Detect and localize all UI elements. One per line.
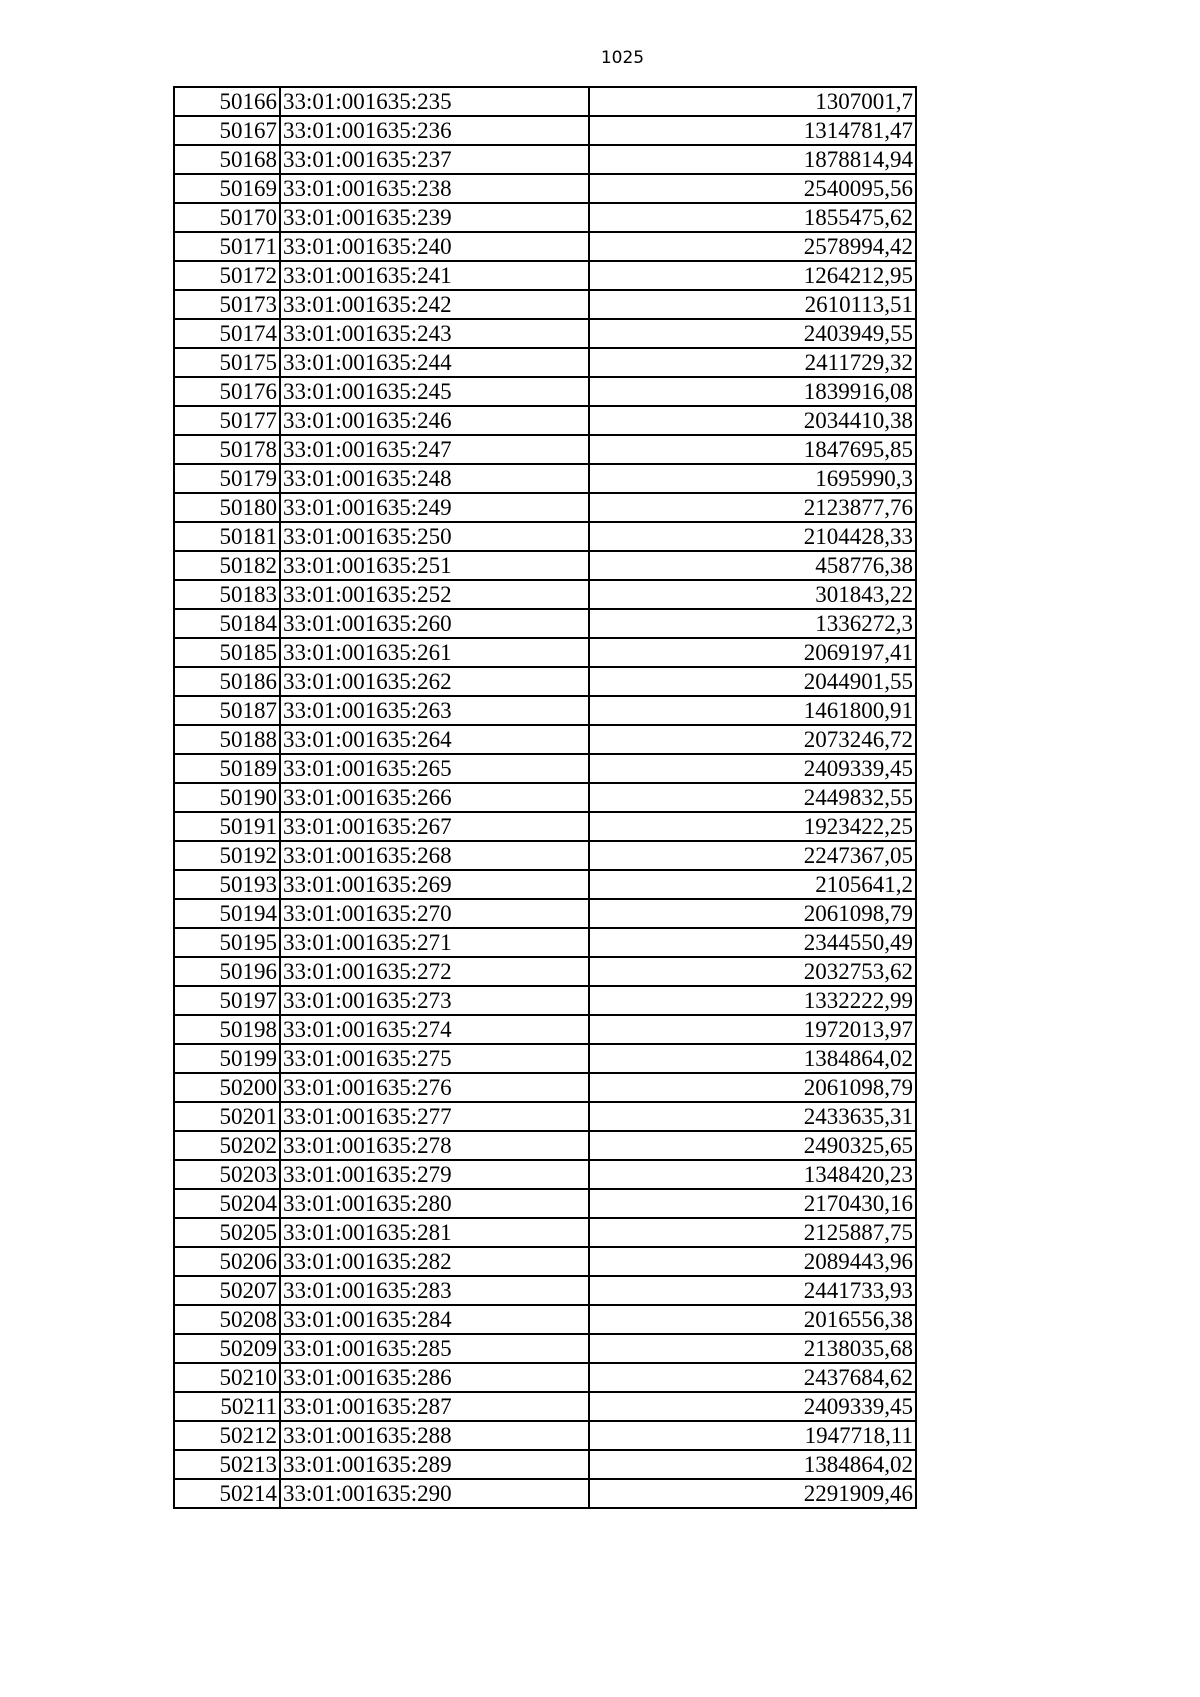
- cadastral-number-cell: 33:01:001635:284: [280, 1305, 589, 1334]
- table-row: [174, 203, 916, 232]
- table-row: [174, 1102, 916, 1131]
- cadastral-number-cell: 33:01:001635:286: [280, 1363, 589, 1392]
- table-row: [174, 1131, 916, 1160]
- table-row: [174, 319, 916, 348]
- table-row: [174, 406, 916, 435]
- table-row: [174, 638, 916, 667]
- row-number-cell: 50209: [174, 1334, 280, 1363]
- row-number-cell: 50180: [174, 493, 280, 522]
- cadastral-value-cell: 1332222,99: [589, 986, 916, 1015]
- row-number-cell: 50194: [174, 899, 280, 928]
- cadastral-number-cell: 33:01:001635:283: [280, 1276, 589, 1305]
- row-number-cell: 50202: [174, 1131, 280, 1160]
- row-number-cell: 50204: [174, 1189, 280, 1218]
- row-number-cell: 50211: [174, 1392, 280, 1421]
- row-number-cell: 50198: [174, 1015, 280, 1044]
- row-number-cell: 50177: [174, 406, 280, 435]
- row-number-cell: 50210: [174, 1363, 280, 1392]
- cadastral-value-cell: 2032753,62: [589, 957, 916, 986]
- table-row: [174, 1450, 916, 1479]
- row-number-cell: 50172: [174, 261, 280, 290]
- row-number-cell: 50206: [174, 1247, 280, 1276]
- table-row: [174, 667, 916, 696]
- row-number-cell: 50201: [174, 1102, 280, 1131]
- table-row: [174, 1073, 916, 1102]
- cadastral-number-cell: 33:01:001635:278: [280, 1131, 589, 1160]
- cadastral-number-cell: 33:01:001635:282: [280, 1247, 589, 1276]
- row-number-cell: 50182: [174, 551, 280, 580]
- row-number-cell: 50167: [174, 116, 280, 145]
- cadastral-value-cell: 1839916,08: [589, 377, 916, 406]
- cadastral-value-cell: 2490325,65: [589, 1131, 916, 1160]
- cadastral-value-cell: 1923422,25: [589, 812, 916, 841]
- cadastral-number-cell: 33:01:001635:262: [280, 667, 589, 696]
- table-row: [174, 1479, 916, 1508]
- cadastral-number-cell: 33:01:001635:273: [280, 986, 589, 1015]
- table-row: [174, 174, 916, 203]
- cadastral-value-cell: 2433635,31: [589, 1102, 916, 1131]
- table-row: [174, 493, 916, 522]
- cadastral-value-cell: 1855475,62: [589, 203, 916, 232]
- row-number-cell: 50181: [174, 522, 280, 551]
- row-number-cell: 50178: [174, 435, 280, 464]
- cadastral-value-cell: 2125887,75: [589, 1218, 916, 1247]
- row-number-cell: 50166: [174, 87, 280, 116]
- cadastral-value-cell: 2578994,42: [589, 232, 916, 261]
- cadastral-number-cell: 33:01:001635:285: [280, 1334, 589, 1363]
- row-number-cell: 50207: [174, 1276, 280, 1305]
- cadastral-value-cell: 2449832,55: [589, 783, 916, 812]
- cadastral-number-cell: 33:01:001635:241: [280, 261, 589, 290]
- cadastral-number-cell: 33:01:001635:237: [280, 145, 589, 174]
- row-number-cell: 50212: [174, 1421, 280, 1450]
- cadastral-value-cell: 2069197,41: [589, 638, 916, 667]
- table-row: [174, 1247, 916, 1276]
- cadastral-value-cell: 2540095,56: [589, 174, 916, 203]
- row-number-cell: 50203: [174, 1160, 280, 1189]
- cadastral-number-cell: 33:01:001635:279: [280, 1160, 589, 1189]
- row-number-cell: 50179: [174, 464, 280, 493]
- cadastral-value-cell: 1972013,97: [589, 1015, 916, 1044]
- row-number-cell: 50208: [174, 1305, 280, 1334]
- row-number-cell: 50190: [174, 783, 280, 812]
- cadastral-value-cell: 2437684,62: [589, 1363, 916, 1392]
- cadastral-number-cell: 33:01:001635:280: [280, 1189, 589, 1218]
- table-row: [174, 754, 916, 783]
- cadastral-value-cell: 2073246,72: [589, 725, 916, 754]
- table-row: [174, 812, 916, 841]
- table-row: [174, 986, 916, 1015]
- cadastral-number-cell: 33:01:001635:251: [280, 551, 589, 580]
- cadastral-value-cell: 2409339,45: [589, 754, 916, 783]
- cadastral-number-cell: 33:01:001635:272: [280, 957, 589, 986]
- cadastral-value-cell: 2403949,55: [589, 319, 916, 348]
- row-number-cell: 50197: [174, 986, 280, 1015]
- cadastral-value-cell: 2344550,49: [589, 928, 916, 957]
- table-row: [174, 145, 916, 174]
- cadastral-number-cell: 33:01:001635:276: [280, 1073, 589, 1102]
- row-number-cell: 50200: [174, 1073, 280, 1102]
- cadastral-number-cell: 33:01:001635:264: [280, 725, 589, 754]
- cadastral-number-cell: 33:01:001635:275: [280, 1044, 589, 1073]
- cadastral-value-cell: 2170430,16: [589, 1189, 916, 1218]
- row-number-cell: 50199: [174, 1044, 280, 1073]
- cadastral-number-cell: 33:01:001635:250: [280, 522, 589, 551]
- table-row: [174, 348, 916, 377]
- table-row: [174, 899, 916, 928]
- cadastral-value-cell: 2105641,2: [589, 870, 916, 899]
- table-row: [174, 551, 916, 580]
- cadastral-value-cell: 2610113,51: [589, 290, 916, 319]
- row-number-cell: 50192: [174, 841, 280, 870]
- table-row: [174, 261, 916, 290]
- cadastral-number-cell: 33:01:001635:252: [280, 580, 589, 609]
- row-number-cell: 50168: [174, 145, 280, 174]
- cadastral-number-cell: 33:01:001635:265: [280, 754, 589, 783]
- row-number-cell: 50187: [174, 696, 280, 725]
- cadastral-value-cell: 1348420,23: [589, 1160, 916, 1189]
- cadastral-value-cell: 1384864,02: [589, 1044, 916, 1073]
- cadastral-value-cell: 2016556,38: [589, 1305, 916, 1334]
- row-number-cell: 50174: [174, 319, 280, 348]
- table-row: [174, 1421, 916, 1450]
- table-row: [174, 290, 916, 319]
- table-row: [174, 609, 916, 638]
- table-row: [174, 1305, 916, 1334]
- row-number-cell: 50169: [174, 174, 280, 203]
- table-row: [174, 435, 916, 464]
- cadastral-value-cell: 1314781,47: [589, 116, 916, 145]
- row-number-cell: 50175: [174, 348, 280, 377]
- cadastral-number-cell: 33:01:001635:238: [280, 174, 589, 203]
- cadastral-value-cell: 2291909,46: [589, 1479, 916, 1508]
- cadastral-number-cell: 33:01:001635:240: [280, 232, 589, 261]
- table-row: [174, 1363, 916, 1392]
- row-number-cell: 50214: [174, 1479, 280, 1508]
- table-row: [174, 696, 916, 725]
- cadastral-number-cell: 33:01:001635:244: [280, 348, 589, 377]
- cadastral-number-cell: 33:01:001635:277: [280, 1102, 589, 1131]
- cadastral-number-cell: 33:01:001635:290: [280, 1479, 589, 1508]
- cadastral-number-cell: 33:01:001635:289: [280, 1450, 589, 1479]
- cadastral-number-cell: 33:01:001635:260: [280, 609, 589, 638]
- table-row: [174, 870, 916, 899]
- cadastral-number-cell: 33:01:001635:249: [280, 493, 589, 522]
- cadastral-number-cell: 33:01:001635:248: [280, 464, 589, 493]
- row-number-cell: 50173: [174, 290, 280, 319]
- cadastral-value-cell: 2123877,76: [589, 493, 916, 522]
- cadastral-value-cell: 301843,22: [589, 580, 916, 609]
- row-number-cell: 50186: [174, 667, 280, 696]
- table-row: [174, 1189, 916, 1218]
- row-number-cell: 50196: [174, 957, 280, 986]
- cadastral-number-cell: 33:01:001635:270: [280, 899, 589, 928]
- row-number-cell: 50188: [174, 725, 280, 754]
- cadastral-number-cell: 33:01:001635:245: [280, 377, 589, 406]
- cadastral-value-cell: 2104428,33: [589, 522, 916, 551]
- table-row: [174, 725, 916, 754]
- table-row: [174, 522, 916, 551]
- cadastral-number-cell: 33:01:001635:235: [280, 87, 589, 116]
- cadastral-value-cell: 1878814,94: [589, 145, 916, 174]
- table-row: [174, 1160, 916, 1189]
- cadastral-number-cell: 33:01:001635:263: [280, 696, 589, 725]
- cadastral-value-cell: 2247367,05: [589, 841, 916, 870]
- table-row: [174, 1218, 916, 1247]
- cadastral-number-cell: 33:01:001635:242: [280, 290, 589, 319]
- cadastral-value-cell: 2441733,93: [589, 1276, 916, 1305]
- row-number-cell: 50176: [174, 377, 280, 406]
- cadastral-value-cell: 1847695,85: [589, 435, 916, 464]
- cadastral-value-table: [173, 86, 917, 1509]
- cadastral-value-cell: 1336272,3: [589, 609, 916, 638]
- row-number-cell: 50193: [174, 870, 280, 899]
- cadastral-value-cell: 1384864,02: [589, 1450, 916, 1479]
- table-row: [174, 841, 916, 870]
- cadastral-value-cell: 2034410,38: [589, 406, 916, 435]
- cadastral-number-cell: 33:01:001635:287: [280, 1392, 589, 1421]
- cadastral-number-cell: 33:01:001635:281: [280, 1218, 589, 1247]
- row-number-cell: 50191: [174, 812, 280, 841]
- table-row: [174, 116, 916, 145]
- page-number: 1025: [600, 48, 645, 68]
- row-number-cell: 50205: [174, 1218, 280, 1247]
- table-row: [174, 1334, 916, 1363]
- row-number-cell: 50170: [174, 203, 280, 232]
- row-number-cell: 50184: [174, 609, 280, 638]
- cadastral-number-cell: 33:01:001635:246: [280, 406, 589, 435]
- table-row: [174, 1392, 916, 1421]
- table-row: [174, 232, 916, 261]
- table-row: [174, 464, 916, 493]
- table-row: [174, 928, 916, 957]
- cadastral-value-cell: 458776,38: [589, 551, 916, 580]
- table-row: [174, 1015, 916, 1044]
- row-number-cell: 50213: [174, 1450, 280, 1479]
- cadastral-value-cell: 2061098,79: [589, 899, 916, 928]
- cadastral-number-cell: 33:01:001635:266: [280, 783, 589, 812]
- table-row: [174, 957, 916, 986]
- table-row: [174, 377, 916, 406]
- cadastral-number-cell: 33:01:001635:261: [280, 638, 589, 667]
- row-number-cell: 50183: [174, 580, 280, 609]
- cadastral-value-cell: 1947718,11: [589, 1421, 916, 1450]
- row-number-cell: 50189: [174, 754, 280, 783]
- table-row: [174, 783, 916, 812]
- cadastral-value-cell: 1307001,7: [589, 87, 916, 116]
- cadastral-number-cell: 33:01:001635:269: [280, 870, 589, 899]
- table-row: [174, 87, 916, 116]
- cadastral-value-cell: 2138035,68: [589, 1334, 916, 1363]
- cadastral-value-cell: 2411729,32: [589, 348, 916, 377]
- cadastral-value-cell: 2089443,96: [589, 1247, 916, 1276]
- cadastral-number-cell: 33:01:001635:243: [280, 319, 589, 348]
- row-number-cell: 50195: [174, 928, 280, 957]
- cadastral-number-cell: 33:01:001635:239: [280, 203, 589, 232]
- cadastral-number-cell: 33:01:001635:274: [280, 1015, 589, 1044]
- cadastral-value-cell: 1461800,91: [589, 696, 916, 725]
- cadastral-value-cell: 1264212,95: [589, 261, 916, 290]
- cadastral-value-cell: 2409339,45: [589, 1392, 916, 1421]
- cadastral-value-cell: 1695990,3: [589, 464, 916, 493]
- cadastral-number-cell: 33:01:001635:268: [280, 841, 589, 870]
- table-row: [174, 1276, 916, 1305]
- cadastral-number-cell: 33:01:001635:267: [280, 812, 589, 841]
- cadastral-number-cell: 33:01:001635:236: [280, 116, 589, 145]
- cadastral-value-cell: 2061098,79: [589, 1073, 916, 1102]
- table-row: [174, 1044, 916, 1073]
- cadastral-number-cell: 33:01:001635:271: [280, 928, 589, 957]
- table-row: [174, 580, 916, 609]
- row-number-cell: 50171: [174, 232, 280, 261]
- cadastral-number-cell: 33:01:001635:288: [280, 1421, 589, 1450]
- cadastral-number-cell: 33:01:001635:247: [280, 435, 589, 464]
- table-body: [174, 87, 916, 1508]
- cadastral-value-cell: 2044901,55: [589, 667, 916, 696]
- row-number-cell: 50185: [174, 638, 280, 667]
